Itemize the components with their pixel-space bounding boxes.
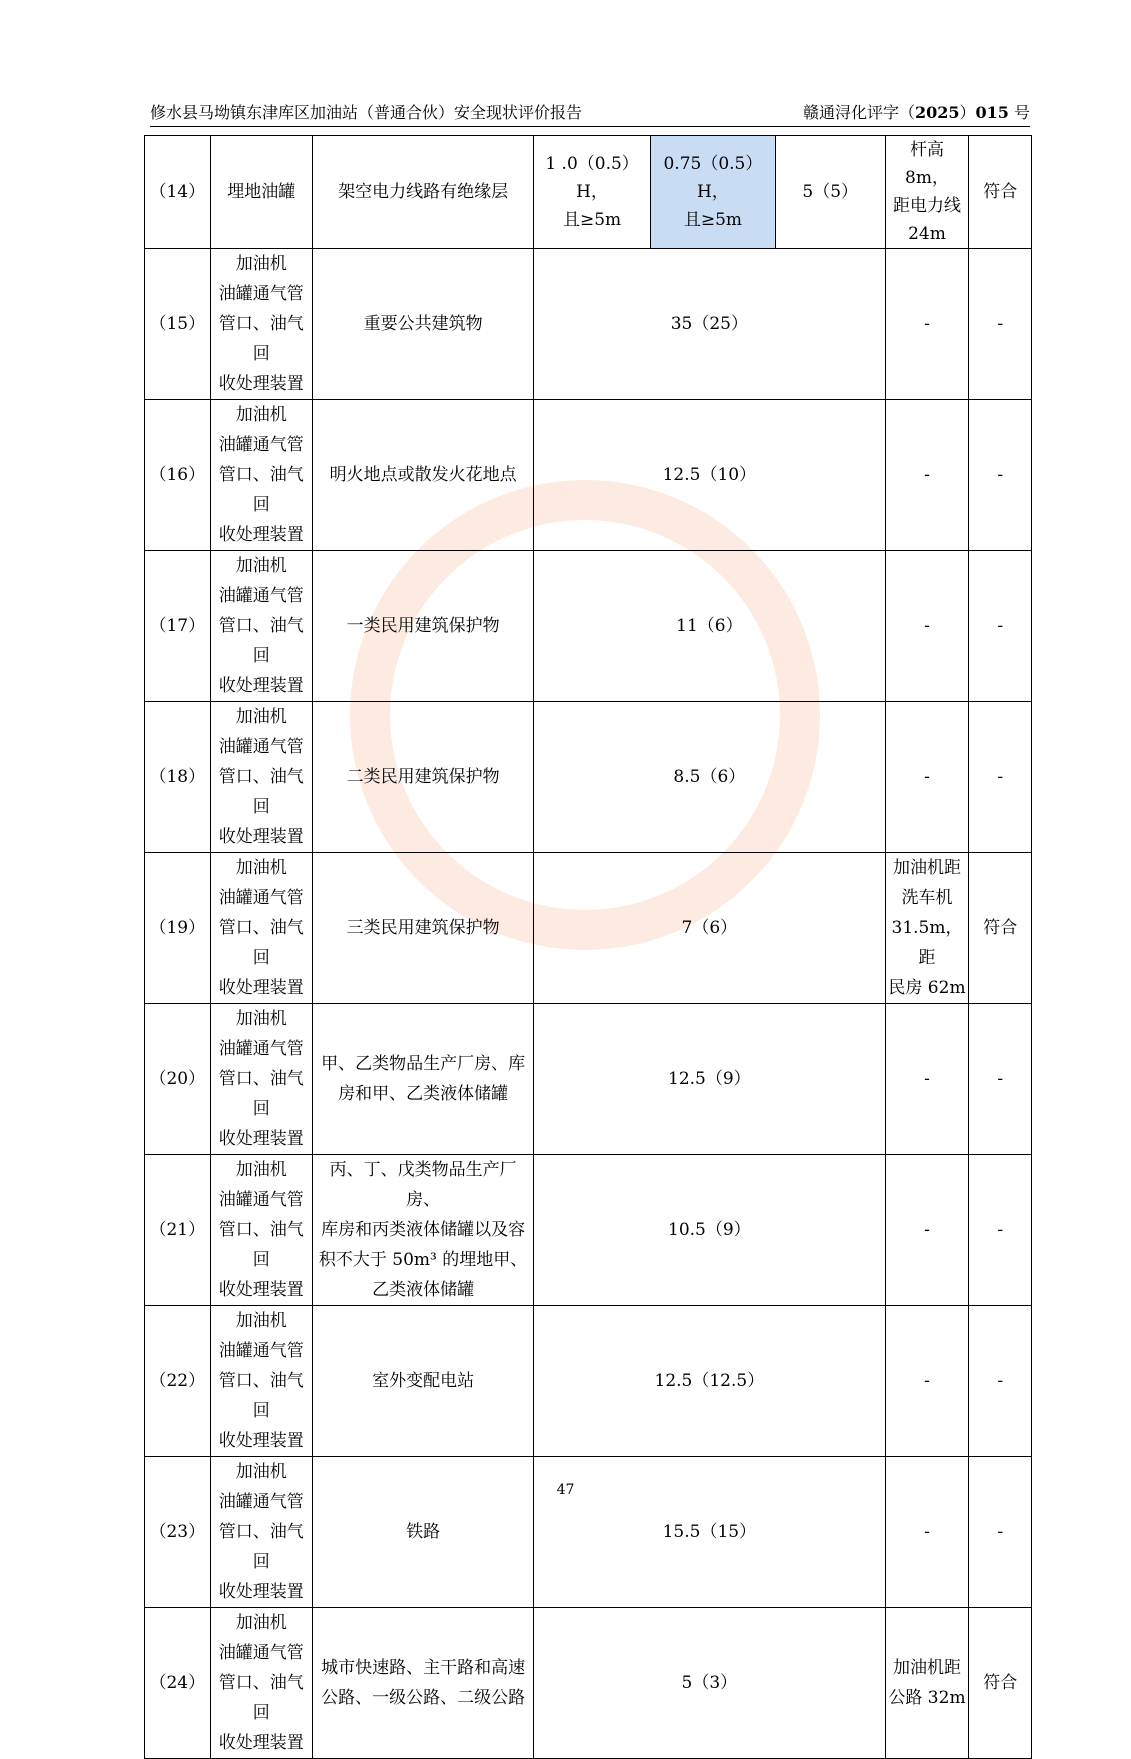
actual-cell: -: [885, 551, 969, 702]
facility-cell: 加油机 油罐通气管 管口、油气回 收处理装置: [210, 400, 312, 551]
actual-cell: 加油机距 公路 32m: [885, 1608, 969, 1759]
object-cell: 铁路: [312, 1457, 533, 1608]
actual-cell: -: [885, 249, 969, 400]
requirement-cell: 35（25）: [534, 249, 885, 400]
report-title: 修水县马坳镇东津库区加油站（普通合伙）安全现状评价报告: [150, 103, 583, 122]
result-cell: 符合: [969, 136, 1032, 249]
object-cell: 室外变配电站: [312, 1306, 533, 1457]
row-number: （18）: [145, 702, 211, 853]
requirement-cell: 15.5（15）: [534, 1457, 885, 1608]
facility-cell: 加油机 油罐通气管 管口、油气回 收处理装置: [210, 1155, 312, 1306]
requirement-cell: 5（3）: [534, 1608, 885, 1759]
facility-cell: 加油机 油罐通气管 管口、油气回 收处理装置: [210, 1608, 312, 1759]
actual-cell: -: [885, 1155, 969, 1306]
requirement-cell-2: 0.75（0.5）H， 且≥5m: [650, 136, 775, 249]
object-cell: 甲、乙类物品生产厂房、库 房和甲、乙类液体储罐: [312, 1004, 533, 1155]
object-cell: 重要公共建筑物: [312, 249, 533, 400]
row-number: （19）: [145, 853, 211, 1004]
table-row: [145, 1457, 1032, 1608]
object-cell: 二类民用建筑保护物: [312, 702, 533, 853]
actual-cell: -: [885, 1004, 969, 1155]
result-cell: -: [969, 400, 1032, 551]
requirement-cell: 8.5（6）: [534, 702, 885, 853]
result-cell: -: [969, 551, 1032, 702]
facility-cell: 加油机 油罐通气管 管口、油气回 收处理装置: [210, 249, 312, 400]
table-row: [145, 249, 1032, 400]
result-cell: -: [969, 249, 1032, 400]
actual-cell: -: [885, 400, 969, 551]
distance-table: [144, 135, 1032, 1759]
page-number: 47: [556, 1482, 575, 1498]
table-row: [145, 551, 1032, 702]
table-row: [145, 853, 1032, 1004]
facility-cell: 加油机 油罐通气管 管口、油气回 收处理装置: [210, 702, 312, 853]
table-row: [145, 1155, 1032, 1306]
requirement-cell: 11（6）: [534, 551, 885, 702]
object-cell: 明火地点或散发火花地点: [312, 400, 533, 551]
result-cell: -: [969, 1457, 1032, 1608]
report-number: 赣通浔化评字（2025）015 号: [802, 103, 1030, 122]
object-cell: 城市快速路、主干路和高速 公路、一级公路、二级公路: [312, 1608, 533, 1759]
result-cell: -: [969, 1155, 1032, 1306]
page-header: [150, 96, 1030, 127]
row-number: （22）: [145, 1306, 211, 1457]
result-cell: -: [969, 1306, 1032, 1457]
row-number: （24）: [145, 1608, 211, 1759]
result-cell: -: [969, 1004, 1032, 1155]
table-row: [145, 400, 1032, 551]
result-cell: 符合: [969, 1608, 1032, 1759]
actual-cell: -: [885, 702, 969, 853]
facility-cell: 加油机 油罐通气管 管口、油气回 收处理装置: [210, 1306, 312, 1457]
object-cell: 架空电力线路有绝缘层: [312, 136, 533, 249]
row-number: （15）: [145, 249, 211, 400]
facility-cell: 加油机 油罐通气管 管口、油气回 收处理装置: [210, 853, 312, 1004]
result-cell: -: [969, 702, 1032, 853]
facility-cell: 加油机 油罐通气管 管口、油气回 收处理装置: [210, 551, 312, 702]
actual-cell: 加油机距 洗车机 31.5m，距 民房 62m: [885, 853, 969, 1004]
table-row: [145, 136, 1032, 249]
row-number: （21）: [145, 1155, 211, 1306]
table-row: [145, 1004, 1032, 1155]
row-number: （23）: [145, 1457, 211, 1608]
actual-cell: -: [885, 1306, 969, 1457]
table-row: [145, 1608, 1032, 1759]
actual-cell: -: [885, 1457, 969, 1608]
row-number: （20）: [145, 1004, 211, 1155]
requirement-cell: 10.5（9）: [534, 1155, 885, 1306]
facility-cell: 埋地油罐: [210, 136, 312, 249]
row-number: （16）: [145, 400, 211, 551]
object-cell: 三类民用建筑保护物: [312, 853, 533, 1004]
requirement-cell: 7（6）: [534, 853, 885, 1004]
requirement-cell: 12.5（10）: [534, 400, 885, 551]
row-number: （17）: [145, 551, 211, 702]
actual-cell: 杆高 8m， 距电力线 24m: [885, 136, 969, 249]
object-cell: 一类民用建筑保护物: [312, 551, 533, 702]
facility-cell: 加油机 油罐通气管 管口、油气回 收处理装置: [210, 1457, 312, 1608]
requirement-cell-3: 5（5）: [775, 136, 885, 249]
requirement-cell: 12.5（9）: [534, 1004, 885, 1155]
row-number: （14）: [145, 136, 211, 249]
object-cell: 丙、丁、戊类物品生产厂房、 库房和丙类液体储罐以及容 积不大于 50m³ 的埋地甲、 乙类液体储罐: [312, 1155, 533, 1306]
requirement-cell: 12.5（12.5）: [534, 1306, 885, 1457]
table-row: [145, 702, 1032, 853]
facility-cell: 加油机 油罐通气管 管口、油气回 收处理装置: [210, 1004, 312, 1155]
result-cell: 符合: [969, 853, 1032, 1004]
requirement-cell-1: 1 .0（0.5）H， 且≥5m: [534, 136, 651, 249]
table-row: [145, 1306, 1032, 1457]
